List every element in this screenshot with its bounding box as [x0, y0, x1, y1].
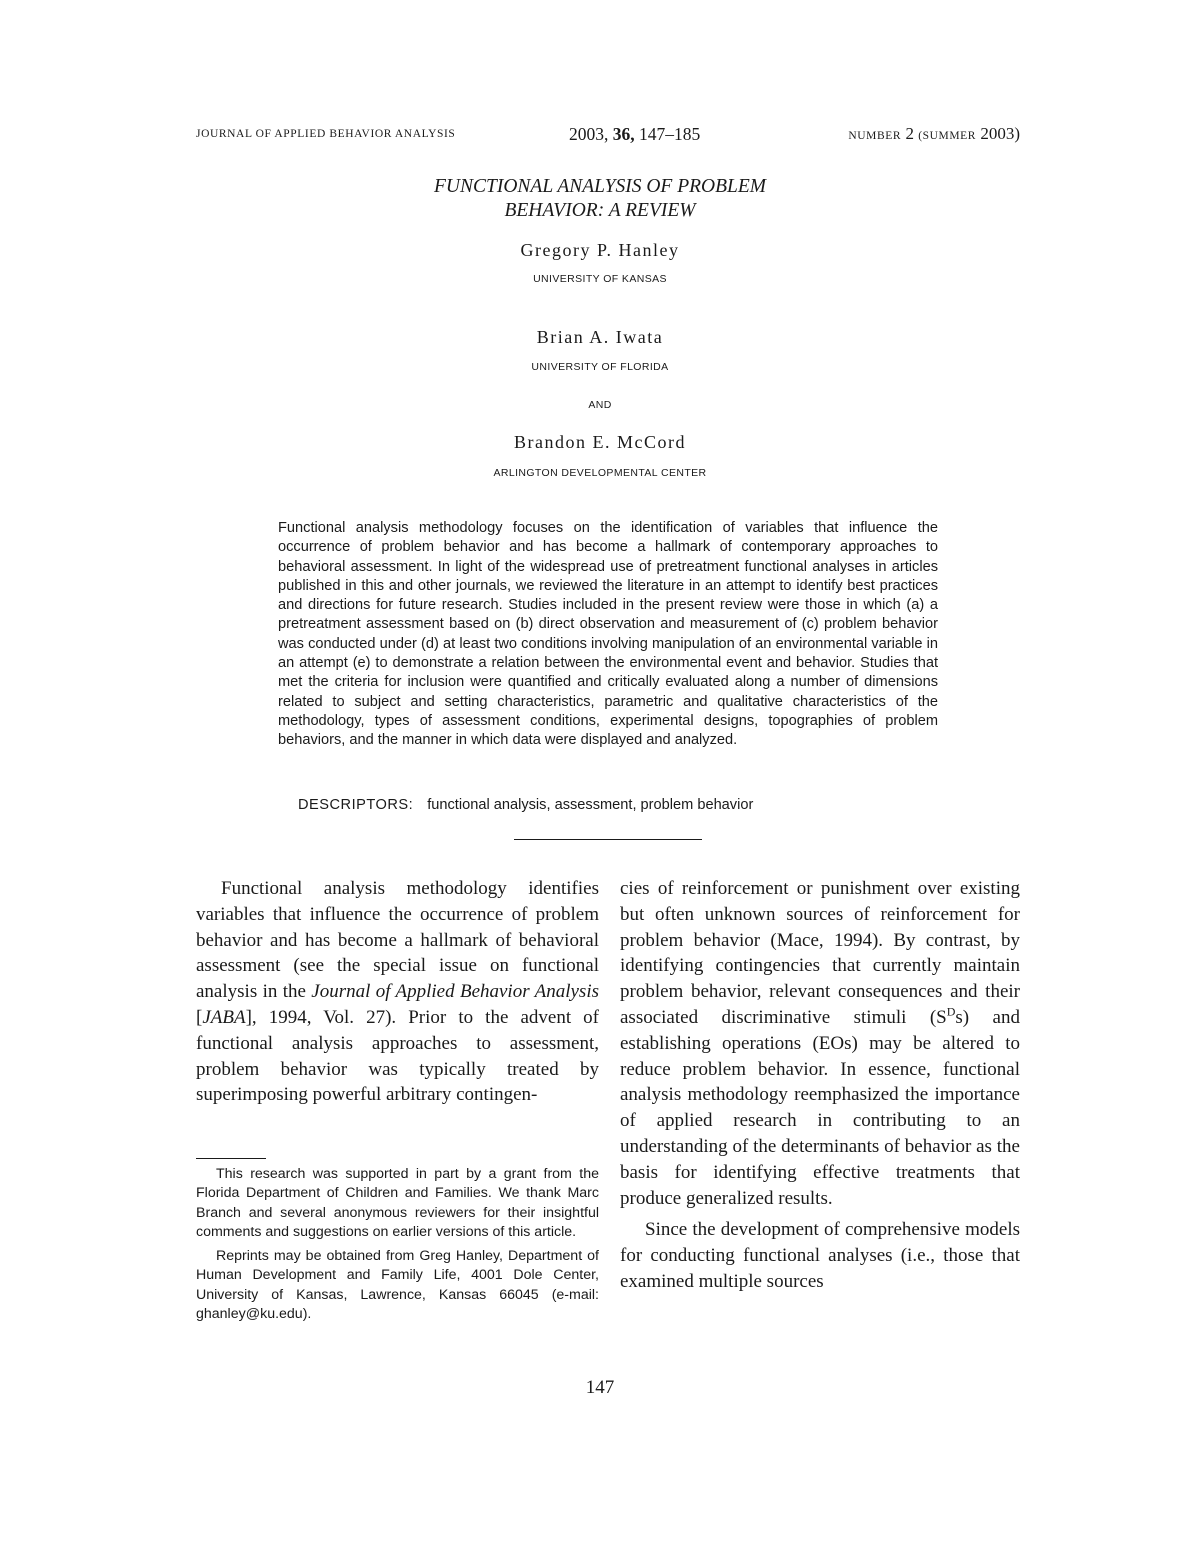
journal-abbreviation: JABA [202, 1006, 246, 1028]
title-line-1: FUNCTIONAL ANALYSIS OF PROBLEM [433, 176, 767, 197]
footnote: This research was supported in part by a grant from the Florida Department of Children and Families. We thank Marc Branch and several anonymous reviewers for their insightful comments and suggestions on earlier versions of this article. [196, 1166, 599, 1240]
page-number: 147 [585, 1377, 615, 1398]
superscript: D [946, 1004, 956, 1019]
body-paragraph [196, 876, 599, 1108]
body-paragraph [620, 876, 1020, 1211]
journal-reference: Journal of Applied Behavior Analysis [311, 981, 600, 1003]
descriptors-text: functional analysis, assessment, problem behavior [427, 797, 754, 813]
descriptors [298, 797, 918, 813]
running-header [196, 124, 1020, 150]
citation-pages: 147–185 [639, 124, 701, 144]
author-affiliation: ARLINGTON DEVELOPMENTAL CENTER [493, 467, 707, 479]
author-name: Gregory P. Hanley [520, 240, 680, 260]
citation-year: 2003, [569, 124, 609, 144]
body-text: s) and establishing operations (EOs) may be altered to reduce problem behavior. In essence, functional analysis methodology reemphasized the importance of applied research in contributing to an understanding of the determinants of behavior as the basis for identifying effective treatments that produce generalized results. [620, 1006, 1020, 1209]
citation [569, 124, 700, 145]
abstract-text: Functional analysis methodology focuses on the identification of variables that influence the occurrence of problem behavior and has become a hallmark of contemporary approaches to behavioral assessment. In light of the widespread use of pretreatment functional analyses in articles published in this and other journals, we reviewed the literature in an attempt to identify best practices and directions for future research. Studies included in the present review were those in which (a) a pretreatment assessment based on (b) direct observation and measurement of (c) problem behavior was conducted under (d) at least two conditions involving manipulation of an environmental variable in an attempt (e) to demonstrate a relation between the environmental event and behavior. Studies that met the criteria for inclusion were quantified and critically evaluated along a number of dimensions related to subject and setting characteristics, parametric and qualitative characteristics of the methodology, types of assessment conditions, experimental designs, topographies of problem behaviors, and the manner in which data were displayed and analyzed. [278, 520, 938, 749]
issue-number: 2 [905, 124, 914, 143]
issue-number-label: NUMBER [848, 130, 902, 142]
author-name: Brandon E. McCord [514, 432, 686, 452]
section-divider [514, 839, 702, 840]
body-paragraph: Since the development of comprehensive models for conducting functional analyses (i.e., those that examined multiple sources [620, 1219, 1020, 1292]
title-line-2: BEHAVIOR: A REVIEW [504, 200, 696, 221]
issue-info [848, 124, 1020, 144]
author-affiliation: UNIVERSITY OF KANSAS [533, 273, 667, 285]
footnotes [196, 1165, 599, 1329]
author-affiliation: UNIVERSITY OF FLORIDA [531, 361, 669, 373]
author-name: Brian A. Iwata [536, 327, 664, 347]
citation-volume: 36, [612, 124, 635, 144]
body-column-right [620, 876, 1020, 1295]
footnote: Reprints may be obtained from Greg Hanley, Department of Human Development and Family Life, 4001 Dole Center, University of Kansas, Lawrence, Kansas 66045 (e-mail: ghanley@ku.edu). [196, 1248, 599, 1323]
footnote-divider [196, 1158, 266, 1159]
issue-year: 2003) [980, 124, 1020, 143]
article-title [300, 175, 900, 223]
body-text: Functional analysis methodology identifies variables that influence the occurrence of problem behavior and has become a hallmark of behavioral assessment (see the special issue on functional analysis in the [196, 878, 599, 1003]
body-text: cies of reinforcement or punishment over existing but often unknown sources of reinforcement for problem behavior (Mace, 1994). By contrast, by identifying contingencies that currently maintain problem behavior, relevant consequences and their associated discriminative stimuli (S [620, 878, 1020, 1028]
body-column-left [196, 876, 599, 1108]
abstract [278, 519, 938, 751]
body-text: [ [196, 1006, 203, 1028]
body-text: ], 1994, Vol. 27). Prior to the advent of functional analysis approaches to assessment, problem behavior was typically treated by superimposing powerful arbitrary contingen- [196, 1006, 599, 1106]
author-conjunction: AND [588, 399, 612, 411]
journal-name: JOURNAL OF APPLIED BEHAVIOR ANALYSIS [196, 128, 456, 140]
descriptors-label: DESCRIPTORS: [298, 797, 414, 813]
issue-season: (SUMMER [918, 130, 977, 142]
